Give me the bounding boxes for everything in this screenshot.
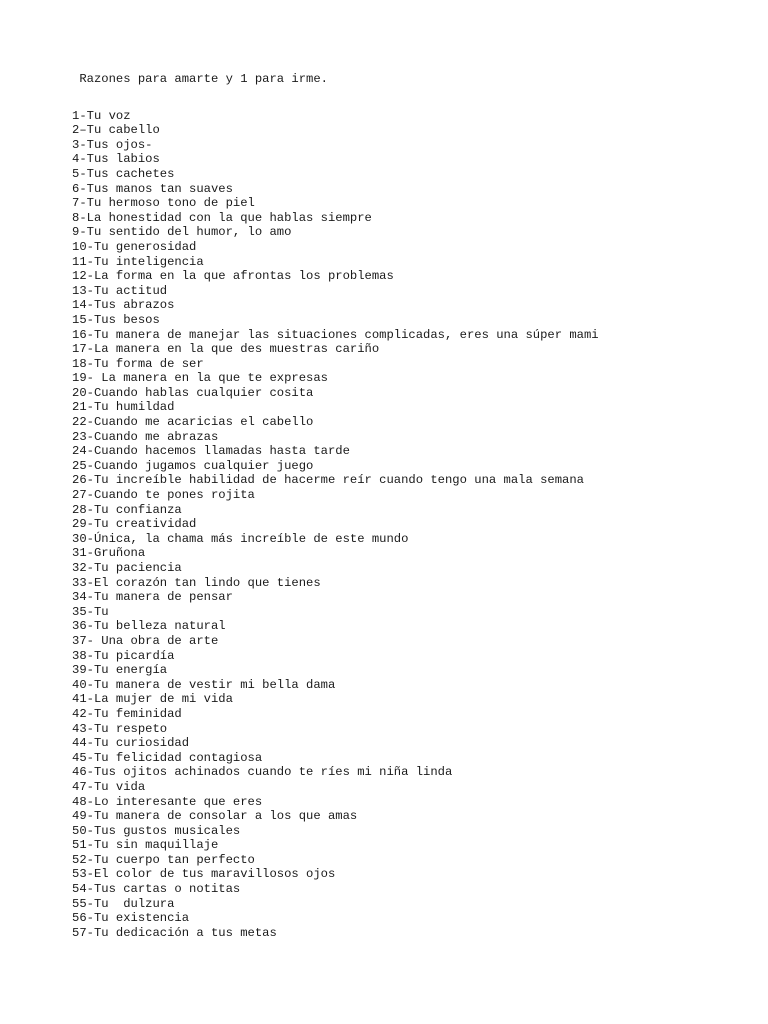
list-item: 30-Única, la chama más increíble de este mundo: [72, 531, 409, 546]
list-item: 33-El corazón tan lindo que tienes: [72, 575, 321, 590]
list-item: 15-Tus besos: [72, 312, 160, 327]
list-item: 35-Tu: [72, 604, 109, 619]
title-spacer: [72, 87, 752, 109]
list-item: 44-Tu curiosidad: [72, 736, 190, 751]
list-item: 45-Tu felicidad contagiosa: [72, 750, 263, 765]
list-item: 7-Tu hermoso tono de piel: [72, 196, 255, 211]
list-item: 49-Tu manera de consolar a los que amas: [72, 809, 358, 824]
list-item: 41-La mujer de mi vida: [72, 692, 233, 707]
list-item: 24-Cuando hacemos llamadas hasta tarde: [72, 444, 350, 459]
list-item: 51-Tu sin maquillaje: [72, 838, 219, 853]
list-item: 43-Tu respeto: [72, 721, 168, 736]
list-item: 17-La manera en la que des muestras cariño: [72, 342, 380, 357]
list-item: 10-Tu generosidad: [72, 239, 197, 254]
list-item: 2–Tu cabello: [72, 123, 160, 138]
list-item: 34-Tu manera de pensar: [72, 590, 233, 605]
list-item: 37- Una obra de arte: [72, 633, 219, 648]
list-item: 46-Tus ojitos achinados cuando te ríes mi niña linda: [72, 765, 453, 780]
list-item: 47-Tu vida: [72, 779, 146, 794]
list-item: 18-Tu forma de ser: [72, 356, 204, 371]
list-item: 16-Tu manera de manejar las situaciones complicadas, eres una súper mami: [72, 327, 599, 342]
list-item: 20-Cuando hablas cualquier cosita: [72, 385, 314, 400]
list-item: 19- La manera en la que te expresas: [72, 371, 328, 386]
list-item: 39-Tu energía: [72, 663, 168, 678]
list-item: 29-Tu creatividad: [72, 517, 197, 532]
list-item: 53-El color de tus maravillosos ojos: [72, 867, 336, 882]
list-item: 55-Tu dulzura: [72, 896, 175, 911]
list-item: 42-Tu feminidad: [72, 706, 182, 721]
list-item: 36-Tu belleza natural: [72, 619, 226, 634]
list-item: 32-Tu paciencia: [72, 561, 182, 575]
list-item: 26-Tu increíble habilidad de hacerme reír cuando tengo una mala semana: [72, 473, 584, 488]
list-item: 14-Tus abrazos: [72, 298, 175, 313]
list-item: 9-Tu sentido del humor, lo amo: [72, 225, 292, 240]
list-item: 28-Tu confianza: [72, 502, 182, 517]
list-item: 31-Gruñona: [72, 546, 146, 561]
list-item: 1-Tu voz: [72, 108, 131, 123]
list-item: 12-La forma en la que afrontas los problemas: [72, 269, 394, 284]
document-title: Razones para amarte y 1 para irme.: [72, 72, 328, 86]
reasons-list: [72, 109, 752, 941]
list-item: 5-Tus cachetes: [72, 166, 175, 181]
list-item: 8-La honestidad con la que hablas siempre: [72, 210, 372, 225]
list-item: 54-Tus cartas o notitas: [72, 882, 241, 897]
list-item: 23-Cuando me abrazas: [72, 429, 219, 444]
list-item: 11-Tu inteligencia: [72, 254, 204, 269]
list-item: 56-Tu existencia: [72, 911, 190, 926]
list-item: 38-Tu picardía: [72, 648, 175, 663]
list-item: 3-Tus ojos-: [72, 137, 153, 152]
list-item: 48-Lo interesante que eres: [72, 794, 263, 809]
list-item: 50-Tus gustos musicales: [72, 823, 241, 838]
list-item: 22-Cuando me acaricias el cabello: [72, 415, 314, 430]
list-item: 40-Tu manera de vestir mi bella dama: [72, 677, 336, 692]
list-item: 13-Tu actitud: [72, 283, 168, 298]
list-item: 27-Cuando te pones rojita: [72, 488, 255, 503]
list-item: 6-Tus manos tan suaves: [72, 181, 233, 196]
document-page: [72, 72, 752, 940]
list-item: 4-Tus labios: [72, 152, 160, 167]
list-item: 52-Tu cuerpo tan perfecto: [72, 852, 255, 867]
list-item: 57-Tu dedicación a tus metas: [72, 925, 277, 940]
list-item: 21-Tu humildad: [72, 400, 175, 415]
list-item: 25-Cuando jugamos cualquier juego: [72, 458, 314, 473]
